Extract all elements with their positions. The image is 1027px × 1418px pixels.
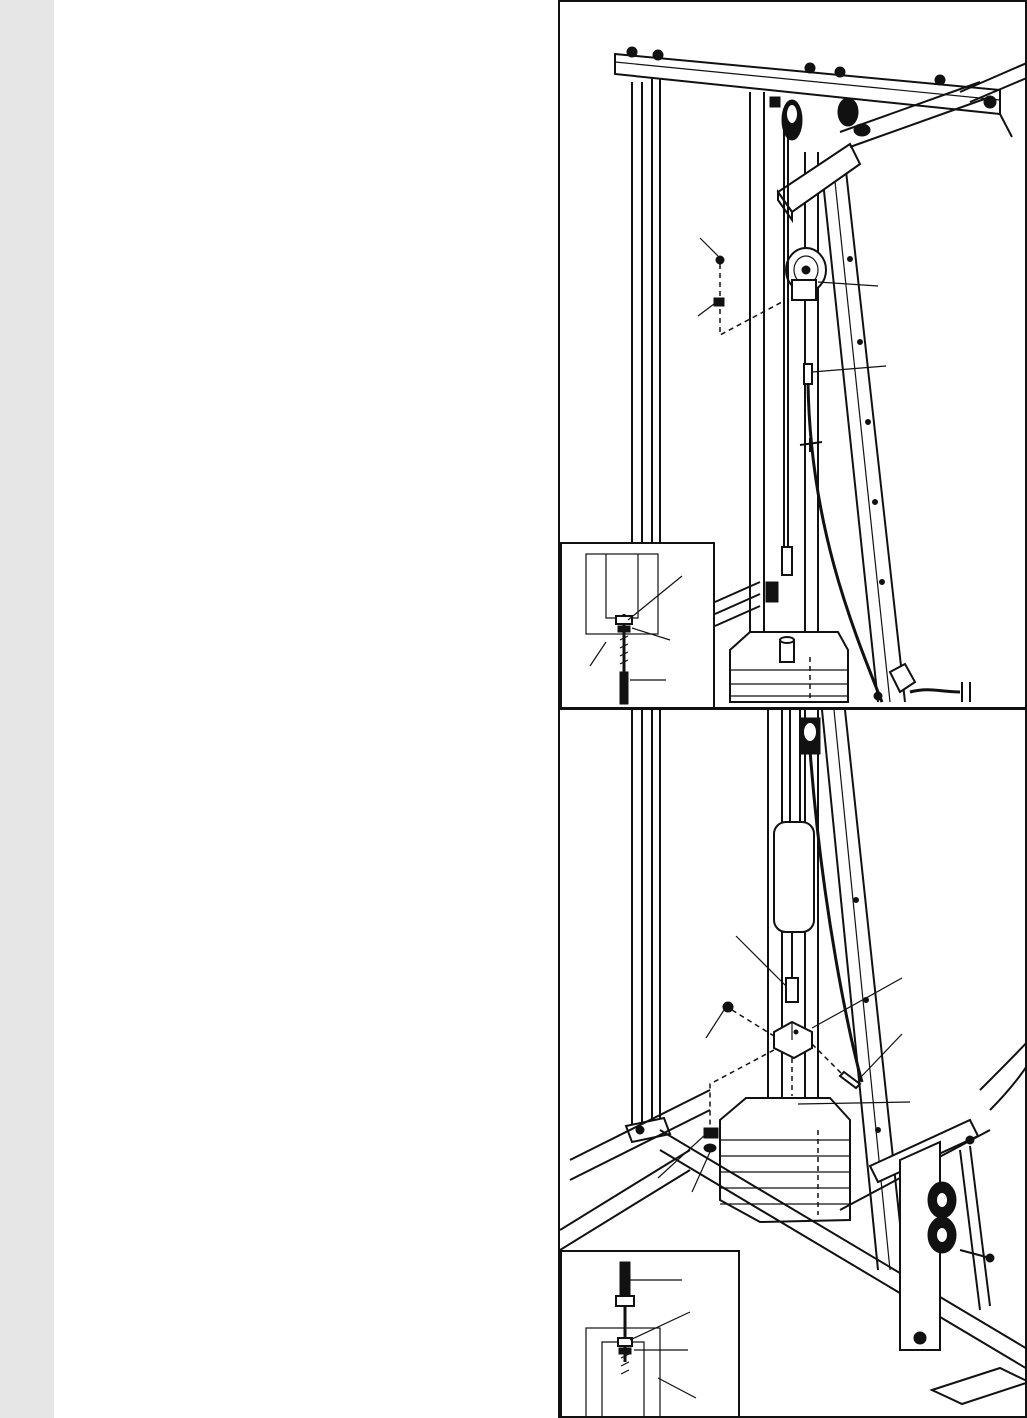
- foot-plate: [932, 1368, 1027, 1404]
- left-upright: [632, 78, 660, 542]
- bolt-icon: [700, 238, 724, 264]
- cable-end-detail-drawing: [562, 1252, 742, 1418]
- pulley-icon: [800, 718, 820, 754]
- weight-stack-icon: [730, 632, 848, 702]
- left-upright: [626, 710, 670, 1142]
- cable-end-detail-inset: [560, 1250, 740, 1418]
- cable-end-detail-inset: [560, 542, 715, 709]
- adjustment-carriage: [870, 1120, 994, 1350]
- cable-end-detail-drawing: [562, 544, 717, 709]
- frame-callout-line: [590, 642, 606, 666]
- frame-callout-line: [658, 1378, 696, 1398]
- nut-icon: [704, 1128, 718, 1152]
- right-slanted-post: [822, 162, 905, 702]
- cable-bracket-icon: [774, 1022, 812, 1058]
- pulley-callout-line: [818, 282, 878, 286]
- page-margin-strip: [0, 0, 54, 1418]
- upper-pulleys: [770, 97, 870, 140]
- bracket-callout-line: [812, 978, 902, 1028]
- blank-text-column: [54, 0, 554, 1418]
- upper-assembly-figure: [558, 0, 1027, 709]
- bolt-callout-line: [706, 1010, 724, 1038]
- locknut-callout-line: [692, 1152, 710, 1192]
- cable-end-callout-line: [736, 936, 786, 986]
- lower-assembly-figure: [558, 708, 1027, 1418]
- pulley-icon: [786, 248, 826, 300]
- bolt-callout-line: [628, 576, 682, 620]
- top-crossbar: [615, 47, 1027, 137]
- seat-frame-curve: [980, 1040, 1027, 1090]
- washer-callout-line: [658, 1134, 706, 1178]
- cable-end-callout-line: [812, 366, 886, 372]
- lower-frame-rails: [715, 582, 778, 626]
